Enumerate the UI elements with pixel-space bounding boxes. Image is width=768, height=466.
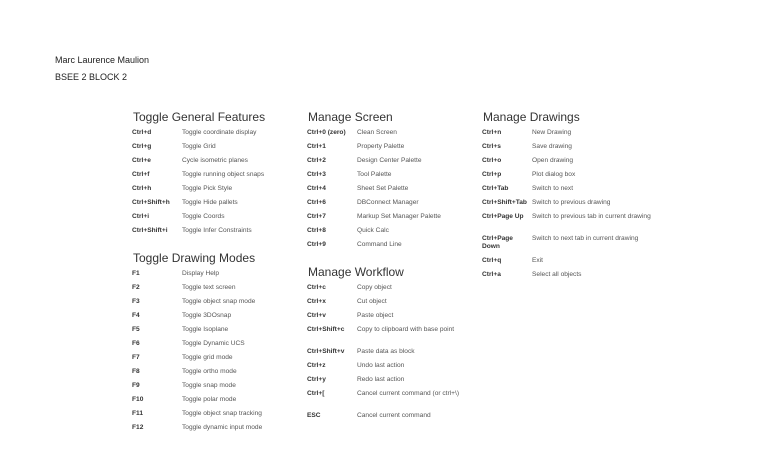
shortcut-key: Ctrl+c [307, 284, 326, 291]
shortcut-row [482, 271, 652, 285]
shortcut-action: Cancel current command (or ctrl+\) [357, 390, 460, 397]
shortcut-key: F4 [132, 312, 140, 319]
shortcut-key: Ctrl+p [482, 171, 502, 178]
shortcut-key: Ctrl+f [132, 171, 150, 178]
shortcut-action: Switch to previous drawing [532, 199, 611, 206]
shortcut-row [132, 270, 302, 284]
shortcut-row [132, 284, 302, 298]
shortcut-row [482, 213, 652, 235]
shortcut-action: Copy to clipboard with base point [357, 326, 455, 333]
shortcut-row [132, 382, 302, 396]
shortcut-action: Sheet Set Palette [357, 185, 409, 192]
shortcut-key: Ctrl+i [132, 213, 150, 220]
shortcut-action: Quick Calc [357, 227, 389, 234]
shortcut-key: F3 [132, 298, 140, 305]
shortcut-row [132, 410, 302, 424]
shortcut-action: Save drawing [532, 143, 572, 150]
shortcut-section [307, 265, 477, 426]
shortcut-row [132, 143, 302, 157]
shortcut-key: Ctrl+d [132, 129, 152, 136]
shortcut-row [307, 171, 477, 185]
shortcut-row [132, 354, 302, 368]
shortcut-action: Cycle isometric planes [182, 157, 248, 164]
shortcut-action: Tool Palette [357, 171, 392, 178]
shortcut-action: Toggle running object snaps [182, 171, 265, 178]
shortcut-row [307, 362, 477, 376]
shortcut-key: Ctrl+n [482, 129, 502, 136]
shortcut-action: Paste object [357, 312, 394, 319]
shortcut-action: Toggle dynamic input mode [182, 424, 263, 431]
shortcut-action: Undo last action [357, 362, 405, 369]
shortcut-action: Redo last action [357, 376, 405, 383]
shortcut-key: Ctrl+q [482, 257, 502, 264]
shortcut-row [132, 368, 302, 382]
shortcut-row [132, 157, 302, 171]
shortcut-action: Switch to next [532, 185, 574, 192]
shortcut-action: Copy object [357, 284, 392, 291]
shortcut-action: Toggle Dynamic UCS [182, 340, 245, 347]
shortcut-key: Ctrl+Page Down [482, 235, 513, 250]
shortcut-row [132, 227, 302, 241]
shortcut-action: Plot dialog box [532, 171, 576, 178]
shortcut-row [307, 376, 477, 390]
shortcut-action: Markup Set Manager Palette [357, 213, 441, 220]
shortcut-action: Display Help [182, 270, 220, 277]
shortcut-row [307, 157, 477, 171]
shortcut-key: Ctrl+2 [307, 157, 326, 164]
section-title: Manage Screen [308, 110, 393, 124]
shortcut-row [132, 298, 302, 312]
shortcut-row [307, 199, 477, 213]
shortcut-key: Ctrl+7 [307, 213, 326, 220]
shortcut-row [482, 171, 652, 185]
shortcut-row [482, 257, 652, 271]
shortcut-key: Ctrl+9 [307, 241, 326, 248]
shortcut-key: F5 [132, 326, 140, 333]
shortcut-action: Toggle snap mode [182, 382, 236, 389]
author-name: Marc Laurence Maulion [55, 55, 150, 65]
shortcut-key: Ctrl+Shift+h [132, 199, 170, 206]
shortcut-row [482, 143, 652, 157]
shortcut-row [482, 129, 652, 143]
document-header [55, 54, 149, 88]
shortcut-action: Toggle Isoplane [182, 326, 229, 333]
shortcut-key: Ctrl+6 [307, 199, 326, 206]
shortcut-row [482, 185, 652, 199]
shortcut-row [307, 241, 477, 255]
shortcut-column [132, 110, 302, 448]
shortcut-key: F1 [132, 270, 140, 277]
shortcut-section [307, 110, 477, 255]
shortcut-key: Ctrl+Tab [482, 185, 509, 192]
shortcut-key: F10 [132, 396, 144, 403]
shortcut-row [482, 199, 652, 213]
shortcut-key: Ctrl+4 [307, 185, 326, 192]
shortcut-key: Ctrl+Shift+i [132, 227, 168, 234]
shortcut-column [307, 110, 477, 436]
shortcut-action: Toggle coordinate display [182, 129, 257, 136]
shortcut-action: Open drawing [532, 157, 574, 164]
shortcut-action: Paste data as block [357, 348, 415, 355]
shortcut-key: ESC [307, 412, 321, 419]
shortcut-key: Ctrl+a [482, 271, 501, 278]
shortcut-row [132, 424, 302, 438]
shortcut-key: Ctrl+s [482, 143, 501, 150]
shortcut-action: New Drawing [532, 129, 572, 136]
shortcut-row [307, 129, 477, 143]
shortcut-action: Select all objects [532, 271, 582, 278]
shortcut-row [132, 185, 302, 199]
shortcut-action: Exit [532, 257, 543, 264]
shortcut-action: Toggle Pick Style [182, 185, 233, 192]
shortcut-column [482, 110, 652, 295]
shortcut-action: Toggle Infer Constraints [182, 227, 252, 234]
shortcut-row [307, 227, 477, 241]
shortcut-key: F12 [132, 424, 144, 431]
shortcut-action: Switch to next tab in current drawing [532, 235, 639, 242]
shortcut-action: Command Line [357, 241, 402, 248]
shortcut-action: DBConnect Manager [357, 199, 419, 206]
shortcut-key: Ctrl+e [132, 157, 151, 164]
shortcut-key: Ctrl+1 [307, 143, 326, 150]
shortcut-action: Design Center Palette [357, 157, 422, 164]
shortcut-action: Toggle object snap mode [182, 298, 256, 305]
section-title: Manage Drawings [483, 110, 580, 124]
class-label: BSEE 2 BLOCK 2 [55, 72, 128, 82]
shortcut-row [132, 129, 302, 143]
shortcut-row [307, 326, 477, 348]
shortcut-row [307, 185, 477, 199]
shortcut-key: Ctrl+h [132, 185, 152, 192]
shortcut-key: F2 [132, 284, 140, 291]
shortcut-action: Toggle object snap tracking [182, 410, 262, 417]
shortcut-row [132, 312, 302, 326]
shortcut-action: Toggle text screen [182, 284, 236, 291]
shortcut-key: Ctrl+3 [307, 171, 326, 178]
shortcut-key: Ctrl+Shift+v [307, 348, 345, 355]
shortcut-key: Ctrl+Shift+c [307, 326, 345, 333]
shortcut-key: Ctrl+0 (zero) [307, 129, 346, 136]
shortcut-row [132, 340, 302, 354]
shortcut-row [132, 326, 302, 340]
shortcut-action: Cut object [357, 298, 387, 305]
shortcut-row [307, 143, 477, 157]
shortcut-section [482, 110, 652, 285]
shortcut-row [307, 348, 477, 362]
shortcut-key: Ctrl+8 [307, 227, 326, 234]
shortcut-section [132, 110, 302, 241]
shortcut-section [132, 251, 302, 438]
shortcut-row [307, 312, 477, 326]
shortcut-row [307, 390, 477, 412]
shortcut-row [132, 213, 302, 227]
shortcut-key: F9 [132, 382, 140, 389]
shortcut-row [307, 412, 477, 426]
shortcut-row [132, 396, 302, 410]
shortcut-key: F6 [132, 340, 140, 347]
shortcut-action: Toggle grid mode [182, 354, 233, 361]
shortcut-key: Ctrl+Page Up [482, 213, 524, 220]
shortcut-key: F11 [132, 410, 143, 417]
section-title: Manage Workflow [308, 265, 404, 279]
shortcut-action: Toggle Coords [182, 213, 225, 220]
shortcut-action: Clean Screen [357, 129, 397, 136]
section-title: Toggle Drawing Modes [133, 251, 256, 265]
shortcut-key: Ctrl+z [307, 362, 326, 369]
shortcut-action: Toggle Grid [182, 143, 216, 150]
shortcut-action: Toggle ortho mode [182, 368, 237, 375]
shortcut-row [132, 171, 302, 185]
shortcut-row [482, 157, 652, 171]
shortcut-action: Property Palette [357, 143, 405, 150]
shortcut-row [132, 199, 302, 213]
shortcut-row [307, 298, 477, 312]
shortcut-action: Toggle 3DOsnap [182, 312, 232, 319]
shortcut-action: Cancel current command [357, 412, 431, 419]
shortcut-key: Ctrl+o [482, 157, 502, 164]
shortcut-key: Ctrl+[ [307, 390, 325, 397]
shortcut-key: Ctrl+Shift+Tab [482, 199, 527, 206]
shortcut-key: Ctrl+y [307, 376, 326, 383]
shortcut-key: Ctrl+v [307, 312, 326, 319]
shortcut-row [482, 235, 652, 257]
shortcut-key: F8 [132, 368, 140, 375]
shortcut-key: Ctrl+g [132, 143, 152, 150]
shortcut-key: Ctrl+x [307, 298, 326, 305]
shortcut-action: Switch to previous tab in current drawing [532, 213, 651, 220]
shortcut-action: Toggle polar mode [182, 396, 237, 403]
shortcut-row [307, 284, 477, 298]
shortcut-key: F7 [132, 354, 140, 361]
shortcut-action: Toggle Hide pallets [182, 199, 238, 206]
section-title: Toggle General Features [133, 110, 266, 124]
shortcut-row [307, 213, 477, 227]
